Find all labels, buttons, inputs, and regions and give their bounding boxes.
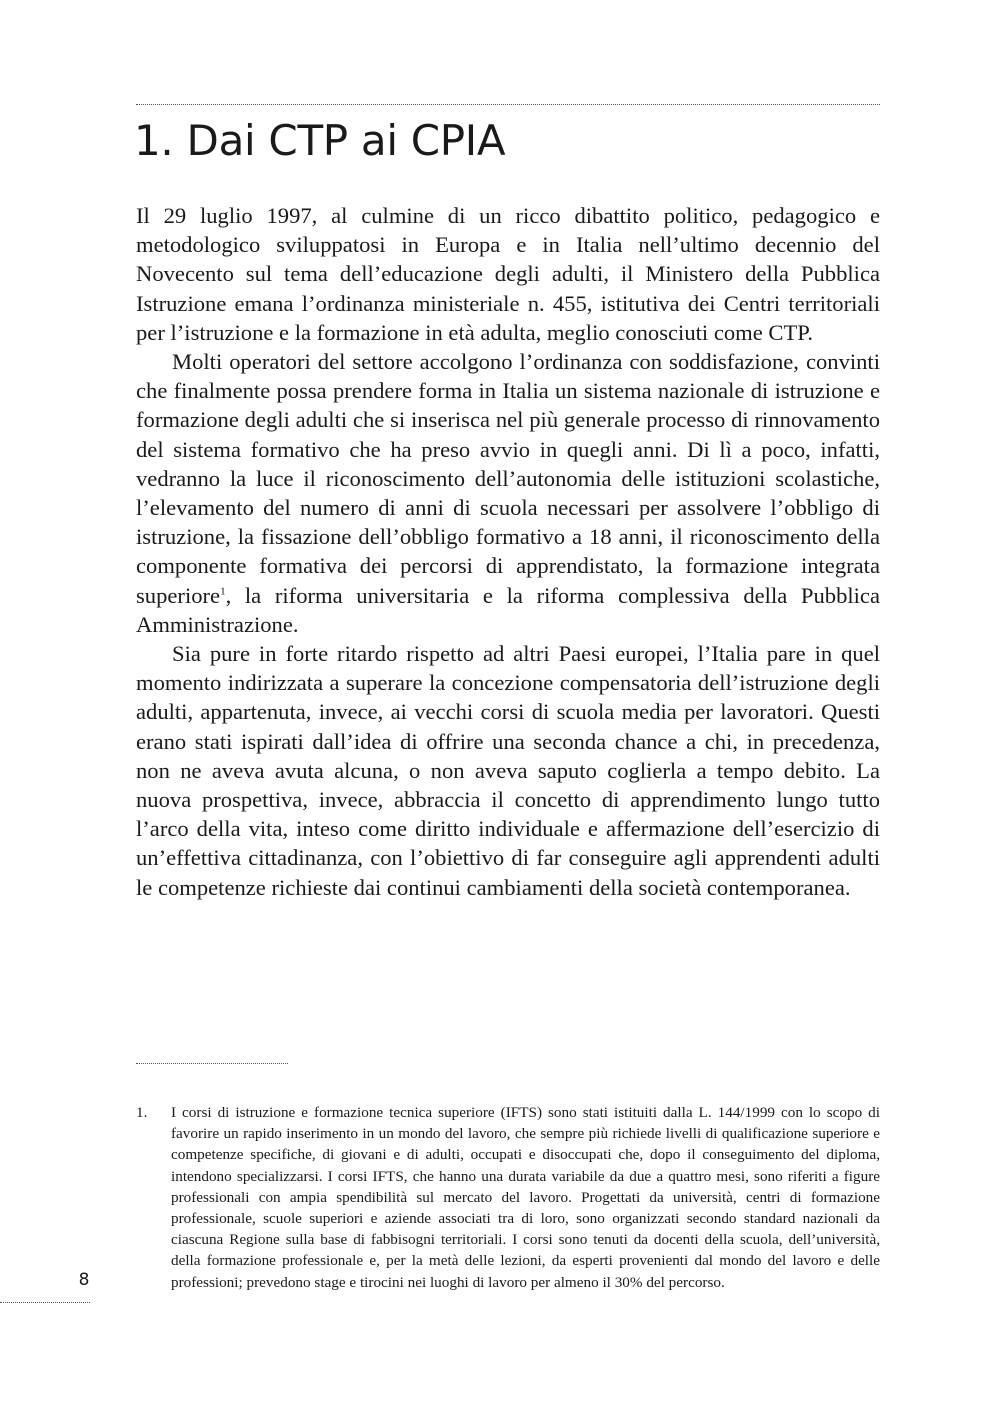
footnote-text: I corsi di istruzione e formazione tecnica superiore (IFTS) sono stati istituiti dalla L. 144/1999 con lo scopo di favorire un rapido inserimento in un mondo del lavoro, che sempre più richiede livelli di qualificazione superiore e competenze specifiche, di giovani e di adulti, occupati e disoccupati che, dopo il conseguimento del diploma, intendono specializzarsi. I corsi IFTS, che hanno una durata variabile da due a quattro mesi, sono riferiti a figure professionali con ampia spendibilità sul mercato del lavoro. Progettati da università, centri di formazione professionale, scuole superiori e aziende associati tra di loro, sono organizzati secondo standard nazionali da ciascuna Regione sulla base di fabbisogni territoriali. I corsi sono tenuti da docenti della scuola, dell’università, della formazione professionale e, per la metà delle lezioni, da esperti provenienti dal mondo del lavoro e delle professioni; prevedono stage e tirocini nei luoghi di lavoro per almeno il 30% del percorso. bbox=[171, 1104, 880, 1291]
page-number-rule bbox=[0, 1302, 90, 1303]
footnote bbox=[136, 1102, 880, 1293]
paragraph bbox=[136, 347, 880, 639]
page-number: 8 bbox=[78, 1270, 90, 1290]
footnote-separator bbox=[136, 1063, 288, 1064]
paragraph: Il 29 luglio 1997, al culmine di un ricco dibattito politico, pedagogico e metodologico sviluppatosi in Europa e in Italia nell’ultimo decennio del Novecento sul tema dell’educazione degli adulti, il Ministero della Pubblica Istruzione emana l’ordinanza ministeriale n. 455, istitutiva dei Centri territoriali per l’istruzione e la formazione in età adulta, meglio conosciuti come CTP. bbox=[136, 203, 880, 345]
chapter-top-rule bbox=[136, 104, 880, 105]
paragraph: Sia pure in forte ritardo rispetto ad altri Paesi europei, l’Italia pare in quel momento indirizzata a superare la concezione compensatoria dell’istruzione degli adulti, appartenuta, invece, ai vecchi corsi di scuola media per lavoratori. Questi erano stati ispirati dall’idea di offrire una seconda chance a chi, in precedenza, non ne aveva avuta alcuna, o non aveva saputo coglierla a tempo debito. La nuova prospettiva, invece, abbraccia il concetto di apprendimento lungo tutto l’arco della vita, inteso come diritto individuale e affermazione dell’esercizio di un’effettiva cittadinanza, con l’obiettivo di far conseguire agli apprendenti adulti le competenze richieste dai continui cambiamenti della società contemporanea. bbox=[136, 641, 880, 900]
footnote-number: 1. bbox=[136, 1104, 148, 1121]
paragraph-text: Molti operatori del settore accolgono l’ordinanza con soddisfazione, convinti che finalmente possa prendere forma in Italia un sistema nazionale di istruzione e formazione degli adulti che si inserisca nel più generale processo di rinnovamento del sistema formativo che ha preso avvio in quegli anni. Di lì a poco, infatti, vedranno la luce il riconoscimento dell’autonomia delle istituzioni scolastiche, l’elevamento del numero di anni di scuola necessari per assolvere l’obbligo di istruzione, la fissazione dell’obbligo formativo a 18 anni, il riconoscimento della componente formativa dei percorsi di apprendistato, la formazione integrata superiore bbox=[136, 349, 880, 608]
body-text bbox=[136, 201, 880, 902]
footnote-reference[interactable]: 1 bbox=[220, 585, 226, 598]
chapter-title: 1. Dai CTP ai CPIA bbox=[134, 116, 506, 165]
paragraph-text-tail: , la riforma universitaria e la riforma complessiva della Pubblica Amministrazione. bbox=[136, 582, 880, 637]
